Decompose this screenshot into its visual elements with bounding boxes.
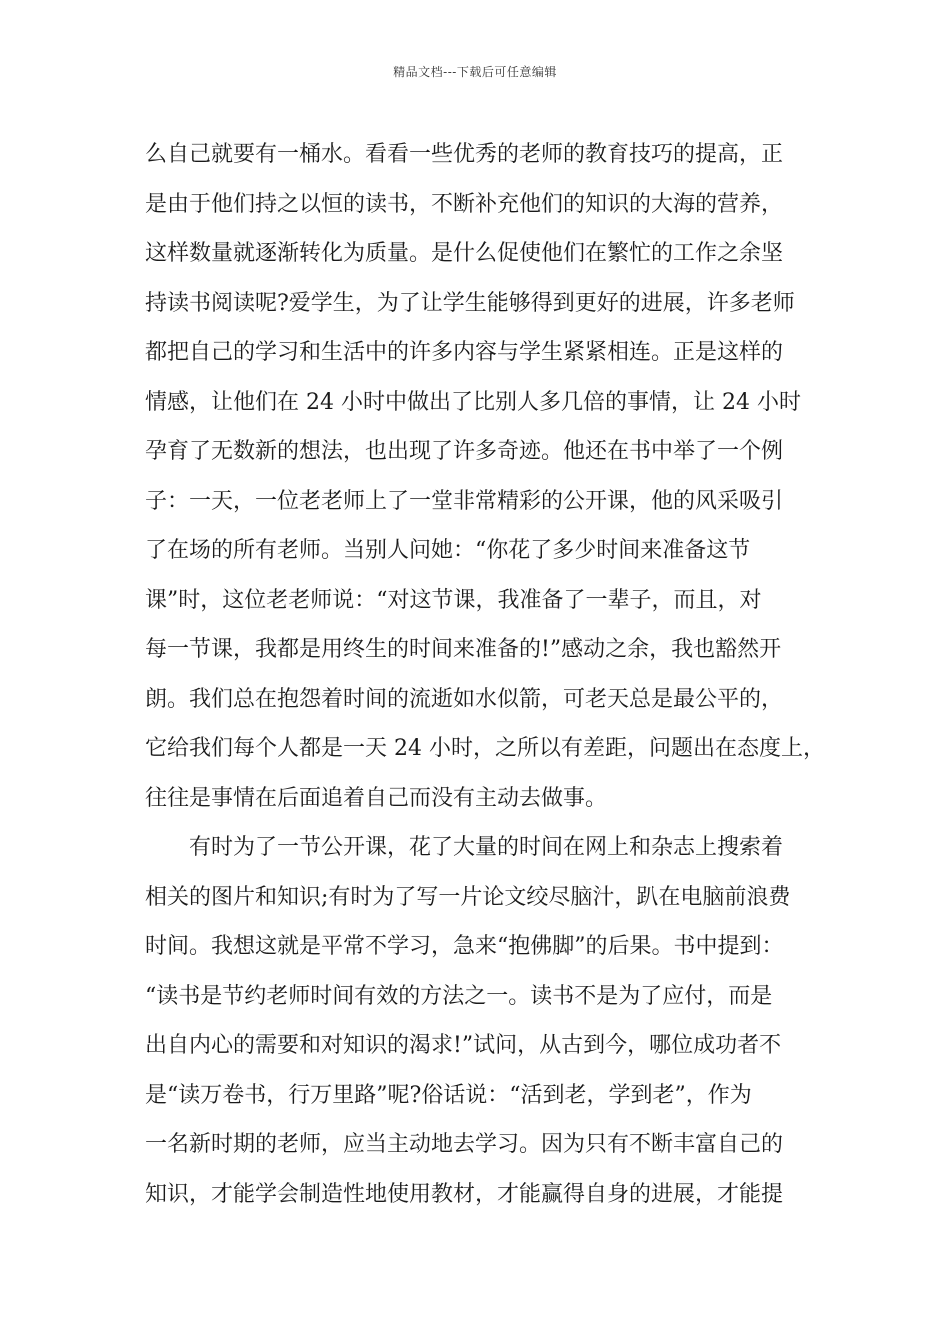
text-line: 每一节课，我都是用终生的时间来准备的!”感动之余，我也豁然开	[145, 637, 782, 662]
text-line: 是“读万卷书，行万里路”呢?俗话说：“活到老，学到老”，作为	[145, 1082, 752, 1108]
paragraph-2	[145, 823, 825, 1219]
text-line: 有时为了一节公开课，花了大量的时间在网上和杂志上搜索着	[189, 835, 784, 860]
text-line: 都把自己的学习和生活中的许多内容与学生紧紧相连。正是这样的	[145, 340, 784, 365]
text-line: 课”时，这位老老师说：“对这节课，我准备了一辈子，而且，对	[145, 587, 762, 613]
text-line: 是由于他们持之以恒的读书，不断补充他们的知识的大海的营养，	[145, 191, 784, 217]
text-line: 朗。我们总在抱怨着时间的流逝如水似箭，可老天总是最公平的，	[145, 686, 784, 712]
text-line: 子：一天，一位老老师上了一堂非常精彩的公开课，他的风采吸引	[145, 488, 784, 514]
text-line: 了在场的所有老师。当别人问她：“你花了多少时间来准备这节	[145, 538, 751, 563]
paragraph-1	[145, 130, 825, 823]
text-line: 这样数量就逐渐转化为质量。是什么促使他们在繁忙的工作之余坚	[145, 241, 784, 266]
text-line: 一名新时期的老师，应当主动地去学习。因为只有不断丰富自己的	[145, 1132, 784, 1157]
text-line: 持读书阅读呢?爱学生，为了让学生能够得到更好的进展，许多老师	[145, 290, 795, 316]
text-line: 么自己就要有一桶水。看看一些优秀的老师的教育技巧的提高，正	[145, 142, 784, 167]
text-line: “读书是节约老师时间有效的方法之一。读书不是为了应付，而是	[145, 983, 773, 1009]
text-line: 情感，让他们在 24 小时中做出了比别人多几倍的事情，让 24 小时	[145, 389, 801, 415]
text-line: 它给我们每个人都是一天 24 小时，之所以有差距，问题出在态度上，	[145, 736, 825, 761]
text-line: 出自内心的需要和对知识的渴求!”试问，从古到今，哪位成功者不	[145, 1033, 782, 1058]
text-line: 知识，才能学会制造性地使用教材，才能赢得自身的进展，才能提	[145, 1181, 784, 1207]
text-line: 时间。我想这就是平常不学习，急来“抱佛脚”的后果。书中提到：	[145, 934, 784, 959]
text-line: 往往是事情在后面追着自己而没有主动去做事。	[145, 785, 608, 811]
document-body	[145, 130, 825, 1219]
page-header: 精品文档---下载后可任意编辑	[393, 65, 557, 79]
text-line: 相关的图片和知识;有时为了写一片论文绞尽脑汁，趴在电脑前浪费	[145, 884, 791, 910]
text-line: 孕育了无数新的想法，也出现了许多奇迹。他还在书中举了一个例	[145, 439, 784, 464]
